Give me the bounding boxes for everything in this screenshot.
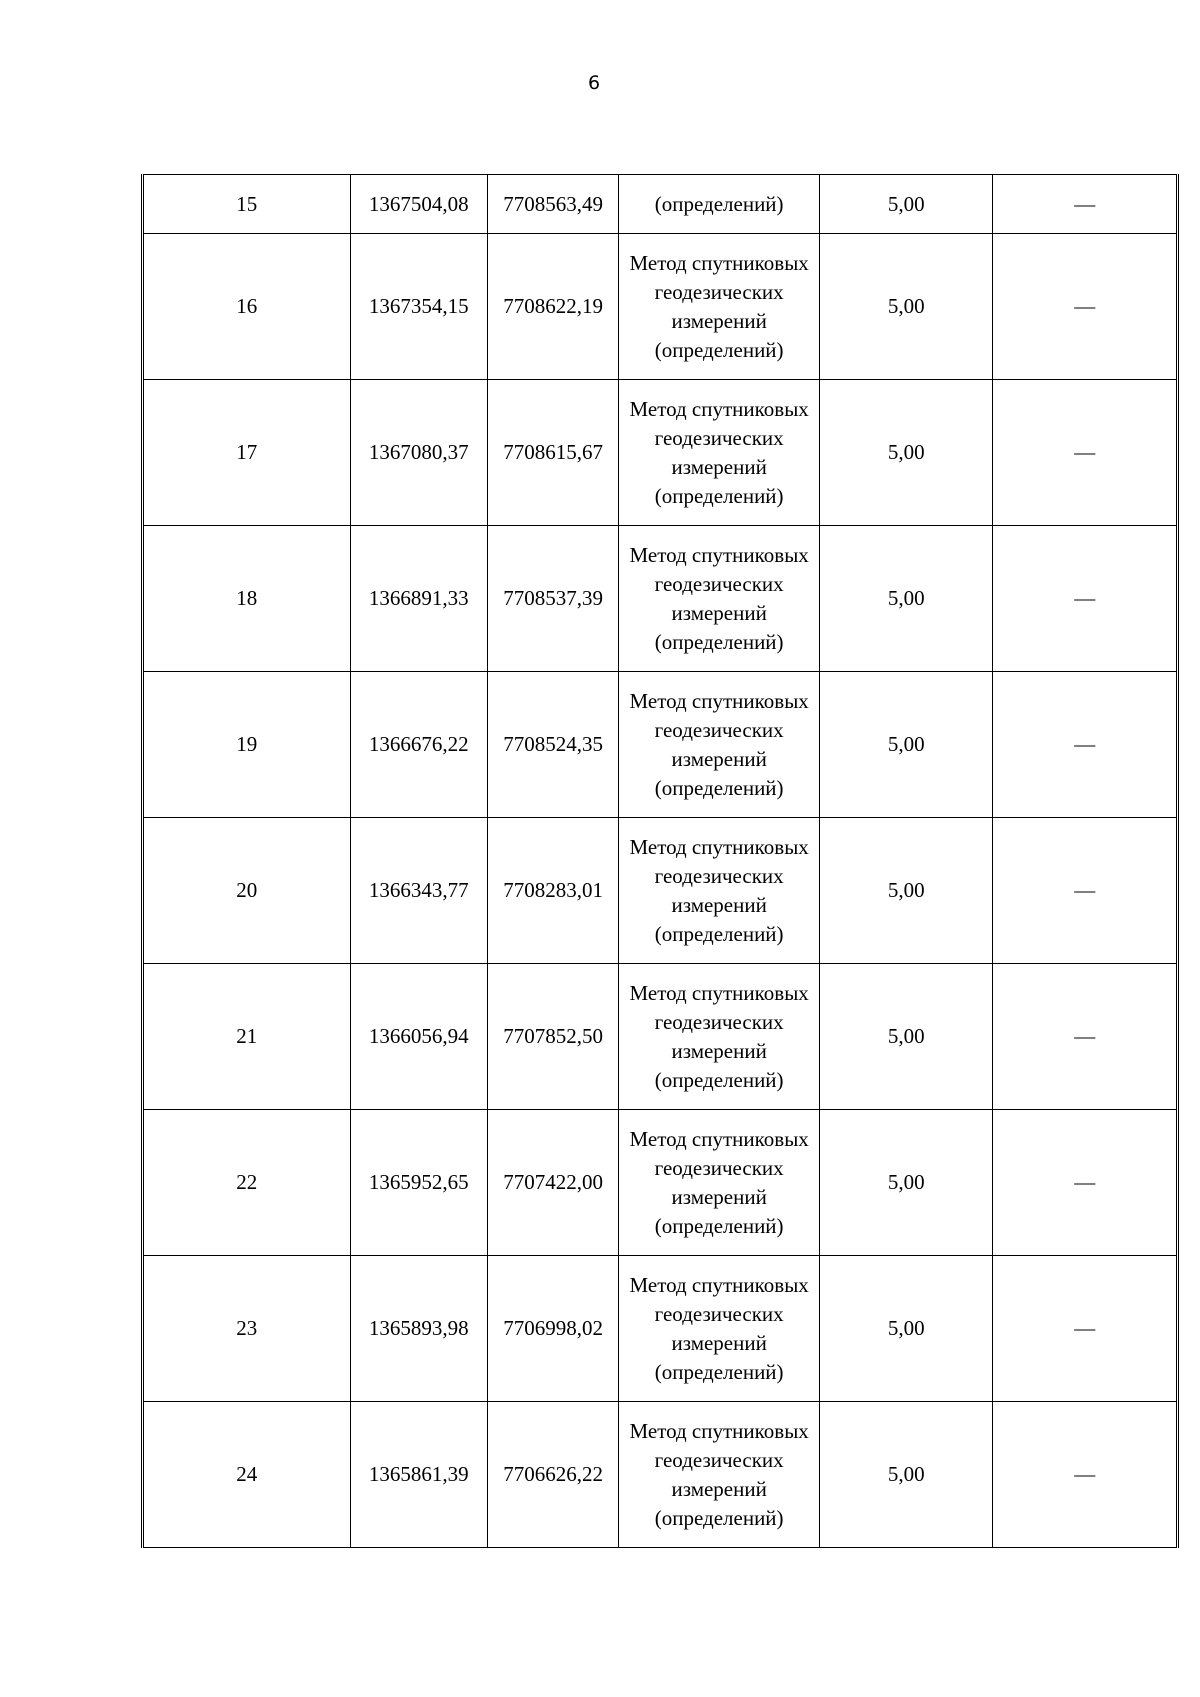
point-number-cell: 17	[143, 380, 351, 526]
table-row	[143, 234, 1178, 380]
method-cell	[619, 234, 820, 380]
coordinate-x-cell: 1367080,37	[350, 380, 487, 526]
coordinate-y-cell: 7708537,39	[487, 526, 618, 672]
method-line: измерений	[671, 1184, 767, 1209]
method-cell	[619, 1110, 820, 1256]
method-line: измерений	[671, 308, 767, 333]
method-line: (определений)	[654, 191, 784, 216]
accuracy-cell: 5,00	[819, 818, 993, 964]
method-line: измерений	[671, 1038, 767, 1063]
method-cell	[619, 818, 820, 964]
note-cell: —	[993, 1256, 1178, 1402]
note-cell: —	[993, 1110, 1178, 1256]
method-line: геодезических	[654, 1447, 784, 1472]
method-line: (определений)	[654, 337, 784, 362]
method-cell	[619, 1402, 820, 1548]
accuracy-cell: 5,00	[819, 672, 993, 818]
note-cell: —	[993, 234, 1178, 380]
accuracy-cell: 5,00	[819, 1402, 993, 1548]
method-line: (определений)	[654, 629, 784, 654]
point-number-cell: 24	[143, 1402, 351, 1548]
note-cell: —	[993, 818, 1178, 964]
note-cell: —	[993, 380, 1178, 526]
method-line: измерений	[671, 600, 767, 625]
method-line: геодезических	[654, 425, 784, 450]
coordinate-x-cell: 1367504,08	[350, 175, 487, 234]
point-number-cell: 18	[143, 526, 351, 672]
accuracy-cell: 5,00	[819, 526, 993, 672]
coordinate-y-cell: 7706626,22	[487, 1402, 618, 1548]
method-line: измерений	[671, 746, 767, 771]
note-cell: —	[993, 526, 1178, 672]
method-line: Метод спутниковых	[629, 250, 809, 275]
accuracy-cell: 5,00	[819, 1256, 993, 1402]
point-number-cell: 19	[143, 672, 351, 818]
table-row	[143, 1110, 1178, 1256]
page-number: 6	[587, 72, 601, 94]
table-row	[143, 964, 1178, 1110]
coordinate-y-cell: 7707852,50	[487, 964, 618, 1110]
method-line: измерений	[671, 454, 767, 479]
method-line: Метод спутниковых	[629, 1126, 809, 1151]
accuracy-cell: 5,00	[819, 1110, 993, 1256]
coordinate-x-cell: 1365861,39	[350, 1402, 487, 1548]
coordinate-x-cell: 1366343,77	[350, 818, 487, 964]
coordinate-x-cell: 1366056,94	[350, 964, 487, 1110]
method-line: (определений)	[654, 1359, 784, 1384]
table-row	[143, 672, 1178, 818]
table-row	[143, 175, 1178, 234]
method-cell	[619, 175, 820, 234]
method-line: Метод спутниковых	[629, 1272, 809, 1297]
method-line: (определений)	[654, 1505, 784, 1530]
coordinate-y-cell: 7706998,02	[487, 1256, 618, 1402]
table-row	[143, 526, 1178, 672]
method-cell	[619, 526, 820, 672]
table-row	[143, 1256, 1178, 1402]
point-number-cell: 20	[143, 818, 351, 964]
accuracy-cell: 5,00	[819, 234, 993, 380]
method-line: измерений	[671, 1330, 767, 1355]
coordinate-x-cell: 1367354,15	[350, 234, 487, 380]
table-row	[143, 818, 1178, 964]
coordinates-table	[141, 174, 1179, 1548]
method-line: геодезических	[654, 1301, 784, 1326]
coordinate-y-cell: 7708524,35	[487, 672, 618, 818]
note-cell: —	[993, 175, 1178, 234]
method-line: геодезических	[654, 1155, 784, 1180]
accuracy-cell: 5,00	[819, 964, 993, 1110]
method-line: геодезических	[654, 717, 784, 742]
coordinate-x-cell: 1366891,33	[350, 526, 487, 672]
point-number-cell: 21	[143, 964, 351, 1110]
note-cell: —	[993, 1402, 1178, 1548]
accuracy-cell: 5,00	[819, 380, 993, 526]
table-row	[143, 380, 1178, 526]
method-line: Метод спутниковых	[629, 542, 809, 567]
accuracy-cell: 5,00	[819, 175, 993, 234]
method-line: (определений)	[654, 1213, 784, 1238]
method-line: (определений)	[654, 775, 784, 800]
method-line: измерений	[671, 1476, 767, 1501]
coordinate-y-cell: 7708563,49	[487, 175, 618, 234]
method-line: геодезических	[654, 571, 784, 596]
coordinate-x-cell: 1365893,98	[350, 1256, 487, 1402]
coordinate-x-cell: 1365952,65	[350, 1110, 487, 1256]
method-line: Метод спутниковых	[629, 396, 809, 421]
coordinate-y-cell: 7708283,01	[487, 818, 618, 964]
method-line: Метод спутниковых	[629, 980, 809, 1005]
method-line: геодезических	[654, 279, 784, 304]
note-cell: —	[993, 964, 1178, 1110]
method-cell	[619, 380, 820, 526]
method-line: геодезических	[654, 863, 784, 888]
method-line: геодезических	[654, 1009, 784, 1034]
table-row	[143, 1402, 1178, 1548]
method-line: измерений	[671, 892, 767, 917]
table-body	[143, 175, 1178, 1548]
method-line: (определений)	[654, 1067, 784, 1092]
coordinate-y-cell: 7708615,67	[487, 380, 618, 526]
point-number-cell: 16	[143, 234, 351, 380]
point-number-cell: 23	[143, 1256, 351, 1402]
point-number-cell: 22	[143, 1110, 351, 1256]
point-number-cell: 15	[143, 175, 351, 234]
coordinate-y-cell: 7708622,19	[487, 234, 618, 380]
method-line: (определений)	[654, 921, 784, 946]
note-cell: —	[993, 672, 1178, 818]
method-line: Метод спутниковых	[629, 834, 809, 859]
coordinate-y-cell: 7707422,00	[487, 1110, 618, 1256]
method-line: Метод спутниковых	[629, 1418, 809, 1443]
method-cell	[619, 964, 820, 1110]
method-line: (определений)	[654, 483, 784, 508]
method-cell	[619, 672, 820, 818]
coordinate-x-cell: 1366676,22	[350, 672, 487, 818]
method-line: Метод спутниковых	[629, 688, 809, 713]
method-cell	[619, 1256, 820, 1402]
